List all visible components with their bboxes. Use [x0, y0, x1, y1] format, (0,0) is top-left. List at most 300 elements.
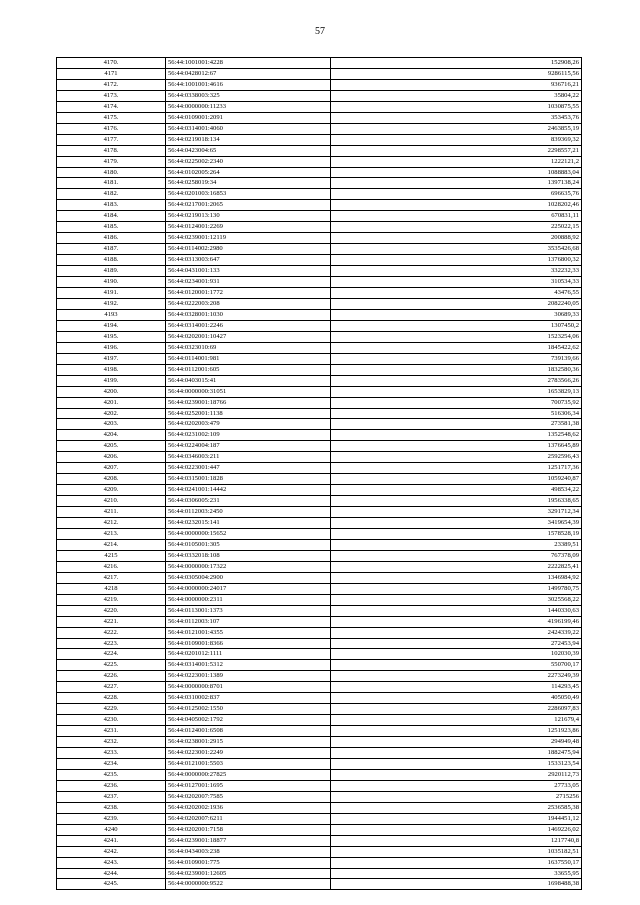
cadastral-number-cell: 56:44:0252001:1138 [166, 408, 331, 419]
cadastral-number-cell: 56:44:0202007:6211 [166, 813, 331, 824]
table-row [57, 397, 582, 408]
cadastral-value-cell: 1944451,12 [331, 813, 582, 824]
cadastral-value-cell: 700735,92 [331, 397, 582, 408]
row-number-cell: 4237. [57, 791, 166, 802]
row-number-cell: 4175. [57, 112, 166, 123]
table-row [57, 605, 582, 616]
table-row [57, 868, 582, 879]
row-number-cell: 4243. [57, 857, 166, 868]
table-row [57, 507, 582, 518]
cadastral-number-cell: 56:44:0232015:141 [166, 518, 331, 529]
cadastral-value-cell: 1028202,46 [331, 200, 582, 211]
cadastral-value-cell: 1352548,62 [331, 430, 582, 441]
table-row [57, 682, 582, 693]
table-row [57, 298, 582, 309]
row-number-cell: 4205. [57, 441, 166, 452]
table-row [57, 200, 582, 211]
cadastral-number-cell: 56:44:0219018:134 [166, 134, 331, 145]
table-row [57, 277, 582, 288]
cadastral-number-cell: 56:44:0105001:305 [166, 539, 331, 550]
table-row [57, 342, 582, 353]
cadastral-value-cell: 1376645,89 [331, 441, 582, 452]
cadastral-value-cell: 696635,76 [331, 189, 582, 200]
table-row [57, 90, 582, 101]
row-number-cell: 4189. [57, 266, 166, 277]
table-row [57, 737, 582, 748]
row-number-cell: 4200. [57, 386, 166, 397]
table-row [57, 156, 582, 167]
cadastral-number-cell: 56:44:1001001:4228 [166, 58, 331, 69]
table-row [57, 846, 582, 857]
cadastral-number-cell: 56:44:0217001:2065 [166, 200, 331, 211]
table-row [57, 649, 582, 660]
cadastral-value-cell: 27733,05 [331, 780, 582, 791]
table-row [57, 496, 582, 507]
cadastral-value-cell: 33655,95 [331, 868, 582, 879]
cadastral-number-cell: 56:44:0315001:1828 [166, 474, 331, 485]
table-row [57, 748, 582, 759]
row-number-cell: 4174. [57, 101, 166, 112]
cadastral-value-cell: 2920112,73 [331, 769, 582, 780]
cadastral-number-cell: 56:44:0202007:7585 [166, 791, 331, 802]
cadastral-number-cell: 56:44:0434003:238 [166, 846, 331, 857]
row-number-cell: 4240 [57, 824, 166, 835]
table-row [57, 638, 582, 649]
row-number-cell: 4176. [57, 123, 166, 134]
cadastral-value-cell: 9286115,56 [331, 68, 582, 79]
table-row [57, 134, 582, 145]
cadastral-value-cell: 152908,26 [331, 58, 582, 69]
table-row [57, 769, 582, 780]
cadastral-value-cell: 2592596,43 [331, 452, 582, 463]
row-number-cell: 4223. [57, 638, 166, 649]
cadastral-value-cell: 1523254,06 [331, 331, 582, 342]
cadastral-value-cell: 4196199,46 [331, 616, 582, 627]
table-row [57, 309, 582, 320]
cadastral-number-cell: 56:44:0238001:2915 [166, 737, 331, 748]
cadastral-number-cell: 56:44:0313003:647 [166, 255, 331, 266]
cadastral-number-cell: 56:44:0109001:775 [166, 857, 331, 868]
table-row [57, 101, 582, 112]
cadastral-number-cell: 56:44:0428012:67 [166, 68, 331, 79]
table-row [57, 485, 582, 496]
row-number-cell: 4217. [57, 572, 166, 583]
row-number-cell: 4212. [57, 518, 166, 529]
cadastral-value-cell: 1469226,02 [331, 824, 582, 835]
table-row [57, 726, 582, 737]
row-number-cell: 4173. [57, 90, 166, 101]
cadastral-value-cell: 767378,09 [331, 550, 582, 561]
cadastral-number-cell: 56:44:0000000:17322 [166, 561, 331, 572]
cadastral-number-cell: 56:44:0231002:109 [166, 430, 331, 441]
row-number-cell: 4181. [57, 178, 166, 189]
cadastral-number-cell: 56:44:0112003:2450 [166, 507, 331, 518]
table-row [57, 474, 582, 485]
cadastral-number-cell: 56:44:0114002:2980 [166, 244, 331, 255]
row-number-cell: 4239. [57, 813, 166, 824]
cadastral-value-cell: 1845422,62 [331, 342, 582, 353]
table-row [57, 704, 582, 715]
row-number-cell: 4244. [57, 868, 166, 879]
cadastral-value-cell: 1222121,2 [331, 156, 582, 167]
cadastral-number-cell: 56:44:0000000:15652 [166, 528, 331, 539]
cadastral-value-cell: 1698488,38 [331, 879, 582, 890]
cadastral-value-cell: 353453,76 [331, 112, 582, 123]
row-number-cell: 4195. [57, 331, 166, 342]
row-number-cell: 4227. [57, 682, 166, 693]
cadastral-number-cell: 56:44:0405002:1792 [166, 715, 331, 726]
table-row [57, 68, 582, 79]
table-row [57, 419, 582, 430]
cadastral-value-cell: 1533123,54 [331, 759, 582, 770]
cadastral-number-cell: 56:44:0222003:208 [166, 298, 331, 309]
table-row [57, 463, 582, 474]
row-number-cell: 4230. [57, 715, 166, 726]
row-number-cell: 4186. [57, 233, 166, 244]
table-row [57, 572, 582, 583]
table-row [57, 331, 582, 342]
cadastral-value-cell: 1035182,51 [331, 846, 582, 857]
cadastral-value-cell: 2286097,83 [331, 704, 582, 715]
cadastral-number-cell: 56:44:0239001:18766 [166, 397, 331, 408]
cadastral-number-cell: 56:44:0124001:6508 [166, 726, 331, 737]
cadastral-number-cell: 56:44:0109001:2091 [166, 112, 331, 123]
row-number-cell: 4215 [57, 550, 166, 561]
cadastral-number-cell: 56:44:0127001:1695 [166, 780, 331, 791]
row-number-cell: 4182. [57, 189, 166, 200]
cadastral-value-cell: 1251717,36 [331, 463, 582, 474]
table-row [57, 375, 582, 386]
table-row [57, 583, 582, 594]
cadastral-value-cell: 102030,39 [331, 649, 582, 660]
row-number-cell: 4228. [57, 693, 166, 704]
table-row [57, 123, 582, 134]
cadastral-value-cell: 2273249,39 [331, 671, 582, 682]
row-number-cell: 4231. [57, 726, 166, 737]
table-row [57, 222, 582, 233]
cadastral-number-cell: 56:44:0431001:133 [166, 266, 331, 277]
cadastral-value-cell: 1956338,65 [331, 496, 582, 507]
table-row [57, 441, 582, 452]
cadastral-number-cell: 56:44:1001001:4616 [166, 79, 331, 90]
cadastral-value-cell: 1637550,17 [331, 857, 582, 868]
cadastral-number-cell: 56:44:0234001:931 [166, 277, 331, 288]
cadastral-value-cell: 1499780,75 [331, 583, 582, 594]
cadastral-number-cell: 56:44:0223001:1389 [166, 671, 331, 682]
row-number-cell: 4177. [57, 134, 166, 145]
cadastral-number-cell: 56:44:0338003:325 [166, 90, 331, 101]
table-row [57, 671, 582, 682]
cadastral-value-cell: 273581,38 [331, 419, 582, 430]
cadastral-value-cell: 2463855,19 [331, 123, 582, 134]
cadastral-number-cell: 56:44:0124001:2269 [166, 222, 331, 233]
row-number-cell: 4191. [57, 288, 166, 299]
table-row [57, 452, 582, 463]
cadastral-value-cell: 3025568,22 [331, 594, 582, 605]
row-number-cell: 4236. [57, 780, 166, 791]
row-number-cell: 4204. [57, 430, 166, 441]
table-row [57, 627, 582, 638]
row-number-cell: 4180. [57, 167, 166, 178]
cadastral-number-cell: 56:44:0000000:11233 [166, 101, 331, 112]
row-number-cell: 4232. [57, 737, 166, 748]
table-row [57, 528, 582, 539]
cadastral-number-cell: 56:44:0202001:10427 [166, 331, 331, 342]
table-row [57, 824, 582, 835]
row-number-cell: 4196. [57, 342, 166, 353]
row-number-cell: 4245. [57, 879, 166, 890]
cadastral-number-cell: 56:44:0102005:264 [166, 167, 331, 178]
cadastral-number-cell: 56:44:0120001:1772 [166, 288, 331, 299]
row-number-cell: 4242. [57, 846, 166, 857]
table-row [57, 244, 582, 255]
table-row [57, 364, 582, 375]
cadastral-value-cell: 1088883,04 [331, 167, 582, 178]
cadastral-value-cell: 1397138,24 [331, 178, 582, 189]
cadastral-number-cell: 56:44:0000000:8701 [166, 682, 331, 693]
row-number-cell: 4229. [57, 704, 166, 715]
table-row [57, 857, 582, 868]
table-row [57, 660, 582, 671]
row-number-cell: 4185. [57, 222, 166, 233]
cadastral-value-cell: 1832580,36 [331, 364, 582, 375]
cadastral-number-cell: 56:44:0223001:2249 [166, 748, 331, 759]
cadastral-value-cell: 2082240,05 [331, 298, 582, 309]
cadastral-number-cell: 56:44:0000000:9522 [166, 879, 331, 890]
cadastral-value-cell: 1059240,87 [331, 474, 582, 485]
table-row [57, 780, 582, 791]
row-number-cell: 4202. [57, 408, 166, 419]
cadastral-number-cell: 56:44:0314001:5312 [166, 660, 331, 671]
cadastral-value-cell: 1653829,13 [331, 386, 582, 397]
table-row [57, 353, 582, 364]
cadastral-value-table [56, 57, 582, 890]
cadastral-number-cell: 56:44:0113001:1373 [166, 605, 331, 616]
cadastral-value-cell: 405050,49 [331, 693, 582, 704]
row-number-cell: 4194. [57, 320, 166, 331]
cadastral-number-cell: 56:44:0125002:1550 [166, 704, 331, 715]
cadastral-number-cell: 56:44:0239001:12605 [166, 868, 331, 879]
cadastral-value-cell: 200888,92 [331, 233, 582, 244]
cadastral-value-cell: 550700,17 [331, 660, 582, 671]
cadastral-number-cell: 56:44:0258019:34 [166, 178, 331, 189]
table-row [57, 802, 582, 813]
cadastral-number-cell: 56:44:0121001:4355 [166, 627, 331, 638]
cadastral-value-cell: 2222825,41 [331, 561, 582, 572]
table-row [57, 408, 582, 419]
table-row [57, 813, 582, 824]
row-number-cell: 4218 [57, 583, 166, 594]
cadastral-number-cell: 56:44:0223001:447 [166, 463, 331, 474]
cadastral-value-cell: 1882475,94 [331, 748, 582, 759]
cadastral-value-cell: 2424339,22 [331, 627, 582, 638]
row-number-cell: 4211. [57, 507, 166, 518]
table-row [57, 759, 582, 770]
row-number-cell: 4213. [57, 528, 166, 539]
row-number-cell: 4188. [57, 255, 166, 266]
table-row [57, 561, 582, 572]
row-number-cell: 4224. [57, 649, 166, 660]
page-number: 57 [315, 26, 325, 37]
cadastral-number-cell: 56:44:0310002:837 [166, 693, 331, 704]
table-row [57, 594, 582, 605]
cadastral-number-cell: 56:44:0314001:4060 [166, 123, 331, 134]
cadastral-value-cell: 3291712,34 [331, 507, 582, 518]
row-number-cell: 4197. [57, 353, 166, 364]
cadastral-value-cell: 1307450,2 [331, 320, 582, 331]
row-number-cell: 4226. [57, 671, 166, 682]
cadastral-number-cell: 56:44:0328001:1030 [166, 309, 331, 320]
cadastral-value-cell: 1578528,19 [331, 528, 582, 539]
table-row [57, 58, 582, 69]
cadastral-value-cell: 310534,33 [331, 277, 582, 288]
cadastral-value-cell: 272453,94 [331, 638, 582, 649]
cadastral-number-cell: 56:44:0121001:5503 [166, 759, 331, 770]
row-number-cell: 4225. [57, 660, 166, 671]
table-row [57, 266, 582, 277]
cadastral-number-cell: 56:44:0305004:2900 [166, 572, 331, 583]
table-row [57, 79, 582, 90]
cadastral-value-cell: 332232,33 [331, 266, 582, 277]
cadastral-value-cell: 2715256 [331, 791, 582, 802]
cadastral-number-cell: 56:44:0000000:27825 [166, 769, 331, 780]
row-number-cell: 4209. [57, 485, 166, 496]
cadastral-value-cell: 1251923,86 [331, 726, 582, 737]
row-number-cell: 4235. [57, 769, 166, 780]
table-row [57, 791, 582, 802]
cadastral-value-cell: 43476,55 [331, 288, 582, 299]
cadastral-value-cell: 516306,34 [331, 408, 582, 419]
table-row [57, 616, 582, 627]
table-row [57, 178, 582, 189]
cadastral-value-cell: 294949,48 [331, 737, 582, 748]
table-row [57, 211, 582, 222]
row-number-cell: 4192. [57, 298, 166, 309]
row-number-cell: 4207. [57, 463, 166, 474]
row-number-cell: 4238. [57, 802, 166, 813]
table-row [57, 835, 582, 846]
cadastral-number-cell: 56:44:0239001:12119 [166, 233, 331, 244]
row-number-cell: 4190. [57, 277, 166, 288]
cadastral-value-cell: 1346984,92 [331, 572, 582, 583]
row-number-cell: 4216. [57, 561, 166, 572]
cadastral-number-cell: 56:44:0314001:2246 [166, 320, 331, 331]
cadastral-number-cell: 56:44:0323010:69 [166, 342, 331, 353]
cadastral-number-cell: 56:44:0000000:2311 [166, 594, 331, 605]
row-number-cell: 4187. [57, 244, 166, 255]
row-number-cell: 4183. [57, 200, 166, 211]
row-number-cell: 4219. [57, 594, 166, 605]
cadastral-value-cell: 1217740,8 [331, 835, 582, 846]
row-number-cell: 4172. [57, 79, 166, 90]
cadastral-number-cell: 56:44:0224004:187 [166, 441, 331, 452]
table-row [57, 518, 582, 529]
cadastral-number-cell: 56:44:0000000:31051 [166, 386, 331, 397]
cadastral-value-cell: 2298557,21 [331, 145, 582, 156]
row-number-cell: 4178. [57, 145, 166, 156]
cadastral-number-cell: 56:44:0346003:211 [166, 452, 331, 463]
row-number-cell: 4220. [57, 605, 166, 616]
table-row [57, 145, 582, 156]
cadastral-value-cell: 1440330,63 [331, 605, 582, 616]
table-row [57, 112, 582, 123]
cadastral-value-cell: 2783566,26 [331, 375, 582, 386]
cadastral-value-cell: 2536585,38 [331, 802, 582, 813]
cadastral-value-cell: 839369,32 [331, 134, 582, 145]
table-body [57, 58, 582, 890]
table-row [57, 539, 582, 550]
table-row [57, 430, 582, 441]
cadastral-number-cell: 56:44:0202001:7158 [166, 824, 331, 835]
table-row [57, 320, 582, 331]
row-number-cell: 4203. [57, 419, 166, 430]
row-number-cell: 4201. [57, 397, 166, 408]
cadastral-value-cell: 35804,22 [331, 90, 582, 101]
cadastral-number-cell: 56:44:0114001:981 [166, 353, 331, 364]
cadastral-number-cell: 56:44:0239001:18877 [166, 835, 331, 846]
table-row [57, 288, 582, 299]
cadastral-number-cell: 56:44:0109001:8366 [166, 638, 331, 649]
row-number-cell: 4170. [57, 58, 166, 69]
row-number-cell: 4193 [57, 309, 166, 320]
row-number-cell: 4214. [57, 539, 166, 550]
cadastral-value-cell: 498534,22 [331, 485, 582, 496]
cadastral-number-cell: 56:44:0306005:231 [166, 496, 331, 507]
cadastral-number-cell: 56:44:0225002:2340 [166, 156, 331, 167]
table-row [57, 550, 582, 561]
cadastral-number-cell: 56:44:0201012:1111 [166, 649, 331, 660]
row-number-cell: 4221. [57, 616, 166, 627]
table-row [57, 693, 582, 704]
cadastral-value-cell: 121679,4 [331, 715, 582, 726]
cadastral-number-cell: 56:44:0241001:14442 [166, 485, 331, 496]
row-number-cell: 4206. [57, 452, 166, 463]
cadastral-value-cell: 3419654,39 [331, 518, 582, 529]
row-number-cell: 4210. [57, 496, 166, 507]
cadastral-value-cell: 30689,33 [331, 309, 582, 320]
cadastral-value-cell: 225022,15 [331, 222, 582, 233]
table-row [57, 233, 582, 244]
cadastral-number-cell: 56:44:0202002:1936 [166, 802, 331, 813]
cadastral-number-cell: 56:44:0112003:107 [166, 616, 331, 627]
cadastral-number-cell: 56:44:0219013:130 [166, 211, 331, 222]
table-row [57, 167, 582, 178]
row-number-cell: 4179. [57, 156, 166, 167]
cadastral-value-cell: 114293,45 [331, 682, 582, 693]
cadastral-number-cell: 56:44:0000000:24017 [166, 583, 331, 594]
row-number-cell: 4199. [57, 375, 166, 386]
cadastral-number-cell: 56:44:0423004:65 [166, 145, 331, 156]
row-number-cell: 4171 [57, 68, 166, 79]
row-number-cell: 4241. [57, 835, 166, 846]
table-row [57, 879, 582, 890]
cadastral-number-cell: 56:44:0332018:108 [166, 550, 331, 561]
row-number-cell: 4234. [57, 759, 166, 770]
row-number-cell: 4184. [57, 211, 166, 222]
table-row [57, 715, 582, 726]
row-number-cell: 4198. [57, 364, 166, 375]
cadastral-value-cell: 1376800,32 [331, 255, 582, 266]
row-number-cell: 4233. [57, 748, 166, 759]
cadastral-number-cell: 56:44:0403015:41 [166, 375, 331, 386]
row-number-cell: 4222. [57, 627, 166, 638]
cadastral-number-cell: 56:44:0202003:479 [166, 419, 331, 430]
cadastral-value-cell: 23389,51 [331, 539, 582, 550]
table-row [57, 255, 582, 266]
table-row [57, 189, 582, 200]
cadastral-number-cell: 56:44:0112001:605 [166, 364, 331, 375]
cadastral-value-cell: 3535426,68 [331, 244, 582, 255]
